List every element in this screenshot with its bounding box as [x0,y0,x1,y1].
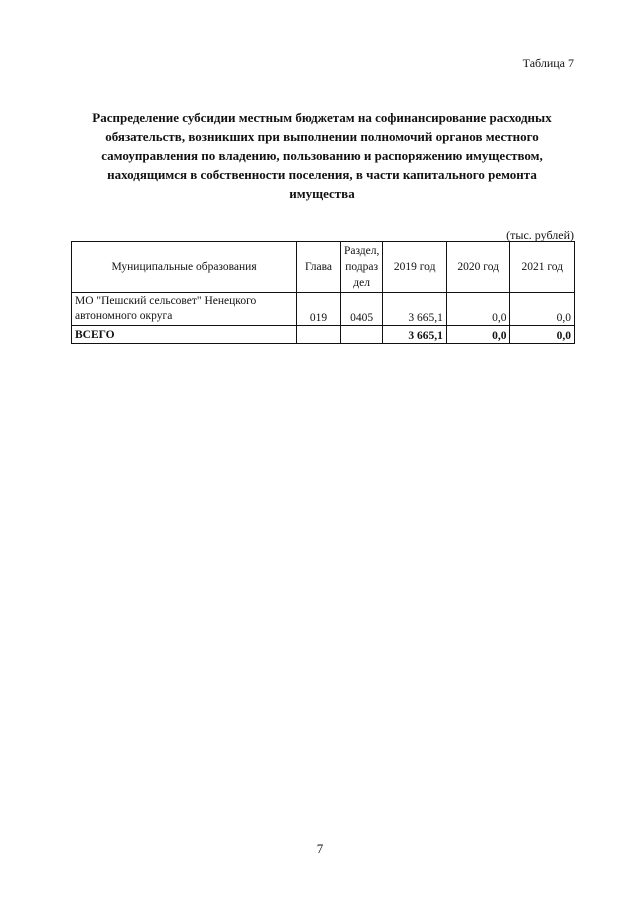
total-2021-cell: 0,0 [510,326,575,344]
document-title: Распределение субсидии местным бюджетам на софинансирование расходных обязательств, возникших при выполнении полномочий органов местного самоуправления по владению, пользованию и распоряжению имуществом, находящимся в собственности поселения, в части капитального ремонта имущества [92,110,552,201]
total-2020-cell: 0,0 [446,326,510,344]
section-cell: 0405 [340,293,382,326]
column-header-2019: 2019 год [383,242,447,293]
column-header-2021: 2021 год [510,242,575,293]
subsidy-table [71,241,575,344]
units-label: (тыс. рублей) [506,228,574,242]
total-2019-cell: 3 665,1 [383,326,447,344]
table-header-row [72,242,575,293]
column-header-municipality: Муниципальные образования [72,242,297,293]
amount-2020-cell: 0,0 [446,293,510,326]
chapter-cell: 019 [297,293,341,326]
column-header-section: Раздел, подраз дел [340,242,382,293]
total-row [72,326,575,344]
table-number: Таблица 7 [522,56,574,70]
table-row [72,293,575,326]
total-label: ВСЕГО [72,326,297,344]
total-section-cell [340,326,382,344]
column-header-chapter: Глава [297,242,341,293]
total-chapter-cell [297,326,341,344]
amount-2019-cell: 3 665,1 [383,293,447,326]
municipality-cell: МО "Пешский сельсовет" Ненецкого автономного округа [72,293,297,326]
amount-2021-cell: 0,0 [510,293,575,326]
column-header-2020: 2020 год [446,242,510,293]
page-number: 7 [316,841,324,856]
